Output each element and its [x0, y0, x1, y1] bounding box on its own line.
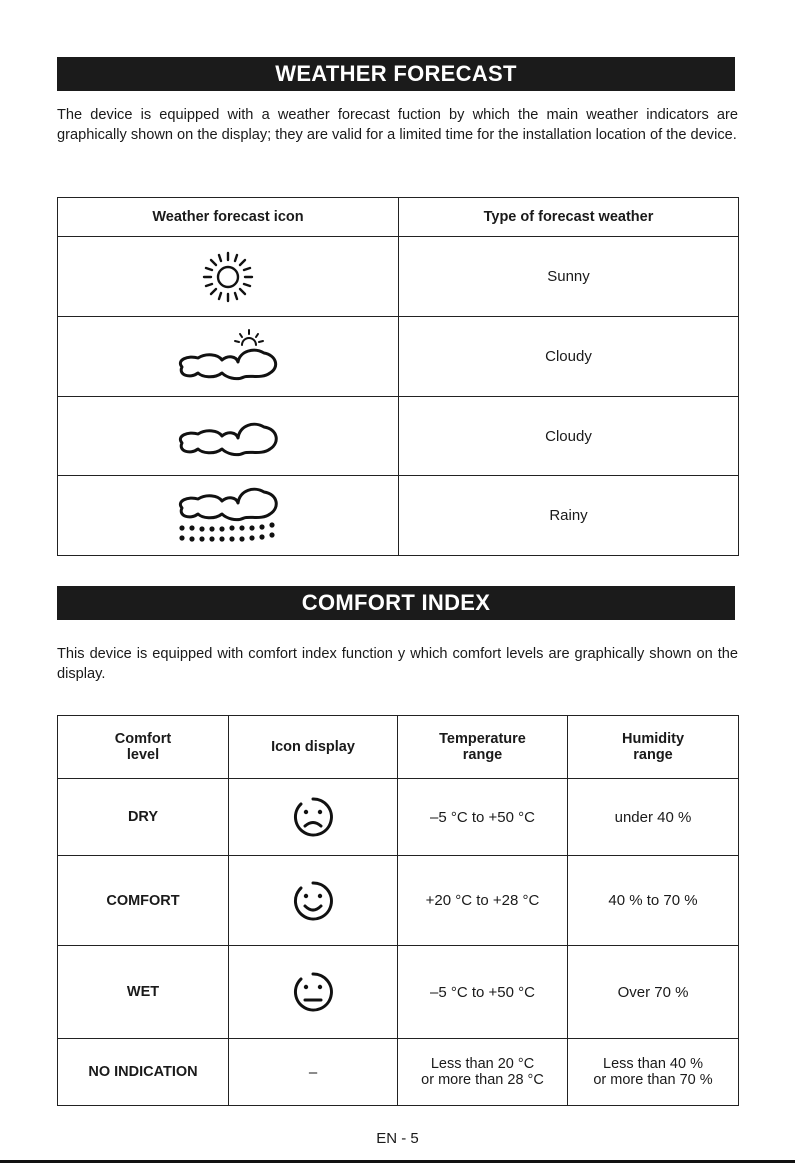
- humidity-range: 40 % to 70 %: [568, 856, 739, 946]
- temperature-range: –5 °C to +50 °C: [398, 779, 568, 856]
- column-header-icon: Icon display: [229, 716, 398, 779]
- comfort-index-heading: COMFORT INDEX: [57, 586, 735, 620]
- neutral-face-icon: [291, 970, 335, 1014]
- sad-face-icon: [291, 795, 335, 839]
- comfort-level: NO INDICATION: [58, 1039, 229, 1106]
- icon-cell: [229, 946, 398, 1039]
- temperature-range: –5 °C to +50 °C: [398, 946, 568, 1039]
- column-header-temperature: [398, 716, 568, 779]
- humidity-range: [568, 1039, 739, 1106]
- sun-icon: [198, 247, 258, 307]
- icon-cell: [229, 856, 398, 946]
- forecast-type: Rainy: [399, 476, 739, 556]
- rain-cloud-icon: [168, 484, 288, 548]
- table-header-row: [58, 198, 739, 237]
- header-line: Comfort: [114, 731, 172, 747]
- comfort-level: DRY: [58, 779, 229, 856]
- header-line: range: [462, 747, 503, 763]
- column-header: Weather forecast icon: [58, 198, 399, 237]
- icon-cell: [58, 237, 399, 317]
- weather-forecast-intro: The device is equipped with a weather forecast fuction by which the main weather indicators are graphically shown on the display; they are valid for a limited time for the installation location of the device.: [57, 107, 738, 143]
- table-row: [58, 317, 739, 397]
- table-header-row: [58, 716, 739, 779]
- partly-cloudy-icon: [168, 327, 288, 387]
- happy-face-icon: [291, 879, 335, 923]
- table-row: [58, 1039, 739, 1106]
- icon-cell: [229, 779, 398, 856]
- comfort-index-table: [57, 715, 739, 1106]
- icon-cell: [58, 397, 399, 476]
- comfort-index-intro: This device is equipped with comfort index function y which comfort levels are graphically shown on the display.: [57, 646, 738, 682]
- column-header-level: [58, 716, 229, 779]
- page-number: EN - 5: [376, 1130, 419, 1147]
- table-row: [58, 476, 739, 556]
- header-line: Humidity: [621, 731, 685, 747]
- table-row: [58, 779, 739, 856]
- header-line: Temperature: [439, 731, 526, 747]
- weather-forecast-table: [57, 197, 739, 556]
- column-header-humidity: [568, 716, 739, 779]
- temperature-range: +20 °C to +28 °C: [398, 856, 568, 946]
- table-row: [58, 237, 739, 317]
- comfort-level: COMFORT: [58, 856, 229, 946]
- table-row: [58, 946, 739, 1039]
- forecast-type: Sunny: [399, 237, 739, 317]
- humidity-range: under 40 %: [568, 779, 739, 856]
- temperature-line: or more than 28 °C: [421, 1072, 544, 1088]
- humidity-line: or more than 70 %: [593, 1072, 713, 1088]
- column-header: Type of forecast weather: [399, 198, 739, 237]
- cloud-icon: [168, 411, 288, 461]
- icon-cell: [58, 476, 399, 556]
- humidity-range: Over 70 %: [568, 946, 739, 1039]
- temperature-line: Less than 20 °C: [430, 1056, 535, 1072]
- humidity-line: Less than 40 %: [603, 1056, 703, 1072]
- table-row: [58, 397, 739, 476]
- weather-forecast-heading: WEATHER FORECAST: [57, 57, 735, 91]
- comfort-level: WET: [58, 946, 229, 1039]
- table-row: [58, 856, 739, 946]
- forecast-type: Cloudy: [399, 317, 739, 397]
- temperature-range: [398, 1039, 568, 1106]
- icon-cell: [58, 317, 399, 397]
- forecast-type: Cloudy: [399, 397, 739, 476]
- header-line: range: [633, 747, 673, 763]
- icon-placeholder: –: [229, 1039, 398, 1106]
- header-line: level: [126, 747, 160, 763]
